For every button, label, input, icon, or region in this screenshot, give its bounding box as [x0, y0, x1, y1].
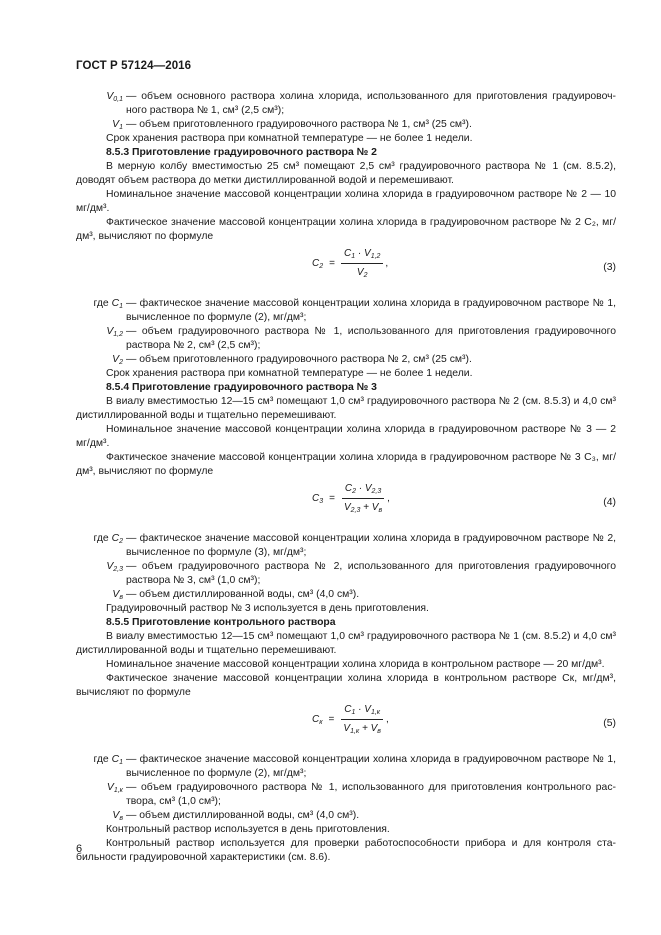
- symbol-c2: где $C_2$: [93, 533, 123, 545]
- para-8-5-5-3: Фактическое значение массовой концентрации холина хлорида в контрольном растворе Cк, мг/дм³, вычисляют по формуле: [76, 673, 616, 698]
- usage-note-k: Контрольный раствор используется в день приготовления.: [106, 824, 390, 835]
- symbol-v12: $V_{1,2}$: [106, 326, 123, 338]
- para-8-5-4-3: Фактическое значение массовой концентрации холина хлорида в градуировочном растворе № 3 C₃, мг/дм³, вычисляют по формуле: [76, 452, 616, 477]
- definition-v12: $V_{1,2}$ — объем градуировочного раствора № 1, использованного для приготовления градуировочного раствора № 2, см³ (2,5 см³);: [76, 325, 616, 353]
- definition-v2: $V_2$ — объем приготовленного градуировочного раствора № 2, см³ (25 см³).: [76, 353, 616, 367]
- para-8-5-4-1: В виалу вместимостью 12—15 см³ помещают 1,0 см³ градуировочного раствора № 2 (см. 8.5.3) и 4,0 см³ дистиллированной воды и тщательно перемешивают.: [76, 396, 616, 421]
- para-8-5-3-1: В мерную колбу вместимостью 25 см³ помещают 2,5 см³ градуировочного раствора № 1 (см. 8.5.2), доводят объем раствора до метки дистиллированной водой и перемешивают.: [76, 161, 616, 186]
- symbol-v2: $V_2$: [112, 354, 123, 366]
- definition-v1: $V_1$ — объем приготовленного градуировочного раствора № 1, см³ (25 см³).: [76, 118, 616, 132]
- section-8-5-3-heading: 8.5.3 Приготовление градуировочного раствора № 2: [106, 147, 377, 158]
- symbol-vv2: $V_в$: [112, 810, 123, 822]
- section-8-5-5-heading: 8.5.5 Приготовление контрольного раствора: [106, 617, 336, 628]
- page-number: 6: [76, 843, 83, 855]
- formula-3-expression: $C_2$ = $\frac{C_1 \cdot V_{1,2}}{V_2}$ ,: [312, 248, 389, 279]
- storage-note-2: Срок хранения раствора при комнатной температуре — не более 1 недели.: [106, 368, 473, 379]
- para-8-5-5-2: Номинальное значение массовой концентрации холина хлорида в контрольном растворе — 20 мг/дм³.: [106, 659, 605, 670]
- symbol-v23: $V_{2,3}$: [106, 561, 123, 573]
- symbol-v1k: $V_{1,к}$: [106, 782, 123, 794]
- symbol-c1: где $C_1$: [93, 298, 123, 310]
- formula-5-expression: $C_к$ = $\frac{C_1 \cdot V_{1,к}}{V_{1,к} + V_в}$ ,: [312, 704, 389, 735]
- para-8-5-3-3: Фактическое значение массовой концентрации холина хлорида в градуировочном растворе № 2 C₂, мг/дм³, вычисляют по формуле: [76, 217, 616, 242]
- para-8-5-4-2: Номинальное значение массовой концентрации холина хлорида в градуировочном растворе № 3 — 2 мг/дм³.: [76, 424, 616, 449]
- formula-4-expression: $C_3$ = $\frac{C_2 \cdot V_{2,3}}{V_{2,3} + V_в}$ ,: [312, 483, 390, 514]
- standard-header: ГОСТ Р 57124—2016: [76, 60, 192, 72]
- formula-5-number: (5): [603, 718, 616, 729]
- para-8-5-3-2: Номинальное значение массовой концентрации холина хлорида в градуировочном растворе № 2 — 10 мг/дм³.: [76, 189, 616, 214]
- formula-4-number: (4): [603, 497, 616, 508]
- purpose-note-k: Контрольный раствор используется для проверки работоспособности прибора и для контроля ста-бильности градуировочной характеристики (см. 8.6).: [76, 838, 616, 863]
- formula-3: [76, 247, 616, 291]
- symbol-v1: $V_1$: [112, 119, 123, 131]
- formula-3-number: (3): [603, 262, 616, 273]
- definition-v1k: $V_{1,к}$ — объем градуировочного раствора № 1, использованного для приготовления контрольного рас-твора, см³ (1,0 см³);: [76, 781, 616, 809]
- symbol-v01: $V_{0,1}$: [106, 91, 123, 103]
- definition-vv2: $V_в$ — объем дистиллированной воды, см³ (4,0 см³).: [76, 809, 616, 823]
- formula-4: [76, 482, 616, 526]
- definition-vv: $V_в$ — объем дистиллированной воды, см³ (4,0 см³).: [76, 588, 616, 602]
- definition-v23: $V_{2,3}$ — объем градуировочного раствора № 2, использованного для приготовления градуировочного раствора № 3, см³ (1,0 см³);: [76, 560, 616, 588]
- symbol-c1k: где $C_1$: [93, 754, 123, 766]
- para-8-5-5-1: В виалу вместимостью 12—15 см³ помещают 1,0 см³ градуировочного раствора № 1 (см. 8.5.2) и 4,0 см³ дистиллированной воды и тщательно перемешивают.: [76, 631, 616, 656]
- document-body: [76, 90, 616, 865]
- storage-note-1: Срок хранения раствора при комнатной температуре — не более 1 недели.: [106, 133, 473, 144]
- symbol-vv: $V_в$: [112, 589, 123, 601]
- definition-c1k: где $C_1$ — фактическое значение массовой концентрации холина хлорида в градуировочном растворе № 1, вычисленное по формуле (2), мг/дм³;: [76, 753, 616, 781]
- formula-5: [76, 703, 616, 747]
- definition-c2: где $C_2$ — фактическое значение массовой концентрации холина хлорида в градуировочном растворе № 2, вычисленное по формуле (3), мг/дм³;: [76, 532, 616, 560]
- usage-note-3: Градуировочный раствор № 3 используется в день приготовления.: [106, 603, 429, 614]
- definition-v01: $V_{0,1}$ — объем основного раствора холина хлорида, использованного для приготовления градуировоч-ного раствора № 1, см³ (2,5 см³);: [76, 90, 616, 118]
- section-8-5-4-heading: 8.5.4 Приготовление градуировочного раствора № 3: [106, 382, 377, 393]
- definition-c1: где $C_1$ — фактическое значение массовой концентрации холина хлорида в градуировочном растворе № 1, вычисленное по формуле (2), мг/дм³;: [76, 297, 616, 325]
